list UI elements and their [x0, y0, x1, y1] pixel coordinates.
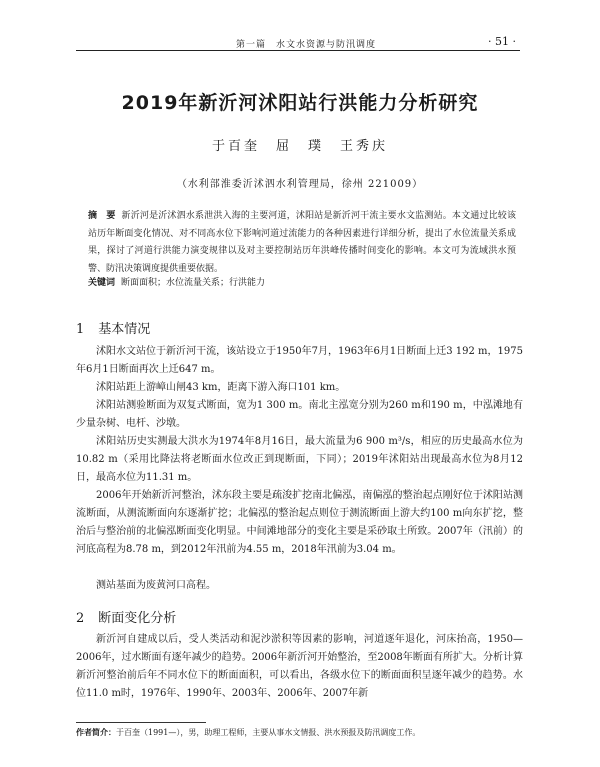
- paper-title: 2019年新沂河沭阳站行洪能力分析研究: [121, 92, 479, 114]
- footnote-text: 于百奎（1991—），男，助理工程师，主要从事水文情报、洪水预报及防汛调度工作。: [116, 728, 421, 737]
- running-header: [76, 34, 520, 51]
- paragraph: 沭阳站测验断面为双复式断面，宽为1 300 m。南北主泓宽分别为260 m和190 m，中泓滩地有少量杂树、电杆、沙墩。: [76, 400, 523, 429]
- section-heading-1: [76, 318, 150, 337]
- abstract: [88, 208, 516, 278]
- section-number: 2: [76, 611, 85, 626]
- section-title: 断面变化分析: [98, 611, 177, 626]
- abstract-text: 新沂河是沂沭泗水系泄洪入海的主要河道，沭阳站是新沂河干流主要水文监测站。本文通过比较该站历年断面变化情况、对不同高水位下影响河道过流能力的各种因素进行详细分析，提出了水位流量关系成果，探讨了河道行洪能力演变规律以及对主要控制站历年洪峰传播时间变化的影响。本文可为流域洪水预警、防汛决策调度提供重要依据。: [88, 211, 516, 274]
- abstract-label: 摘 要: [88, 211, 116, 221]
- affiliation: （水利部淮委沂沭泗水利管理局，徐州 221009）: [176, 179, 424, 190]
- footnote-divider: [76, 722, 206, 723]
- paragraph: 测站基面为废黄河口高程。: [96, 580, 216, 591]
- paragraph: 沭阳站历史实测最大洪水为1974年8月16日，最大流量为6 900 m³/s，相应的历史最高水位为10.82 m（采用比降法将老断面水位改正到现断面，下同）；2019年沭阳站出现最高水位为8月12日，最高水位为11.31 m。: [76, 436, 523, 483]
- keywords-text: 断面面积；水位流量关系；行洪能力: [121, 278, 266, 288]
- footnote-label: 作者简介：: [76, 727, 116, 737]
- section-number: 1: [76, 322, 85, 337]
- section-heading-2: [76, 607, 176, 626]
- author-footnote: [76, 727, 523, 738]
- keywords-label: 关键词: [88, 278, 116, 288]
- running-title: 第一篇 水文水资源与防汛调度: [236, 40, 377, 50]
- paragraph: 沭阳水文站位于新沂河干流，该站设立于1950年7月，1963年6月1日断面上迁3 192 m，1975年6月1日断面再次上迁647 m。: [76, 346, 523, 375]
- paragraph: 新沂河自建成以后，受人类活动和泥沙淤积等因素的影响，河道逐年退化，河床抬高，1950—2006年，过水断面有逐年减少的趋势。2006年新沂河开始整治，至2008年断面有所扩大。分析计算新沂河整治前后年不同水位下的断面面积，可以看出，各级水位下的断面面积呈逐年减少的趋势。水位11.0 m时，1976年、1990年、2003年、2006年、2007年新: [76, 634, 523, 699]
- keywords: [88, 276, 516, 291]
- author-list: 于百奎 屈 璞 王秀庆: [211, 139, 388, 154]
- paragraph: 2006年开始新沂河整治，沭东段主要是疏浚扩挖南北偏泓，南偏泓的整治起点刚好位于沭阳站测流断面，从测流断面向东逐渐扩挖；北偏泓的整治起点则位于测流断面上游大约100 m向东扩挖，整治后与整治前的北偏泓断面变化明显。中间滩地部分的变化主要是采砂取土所致。2007年（汛前）的河底高程为8.78 m，到2012年汛前为4.55 m，2018年汛前为3.04 m。: [76, 490, 523, 555]
- page-number: · 51 ·: [488, 35, 516, 48]
- paragraph: 沭阳站距上游嶂山闸43 km，距离下游入海口101 km。: [96, 382, 346, 393]
- section-title: 基本情况: [98, 322, 151, 337]
